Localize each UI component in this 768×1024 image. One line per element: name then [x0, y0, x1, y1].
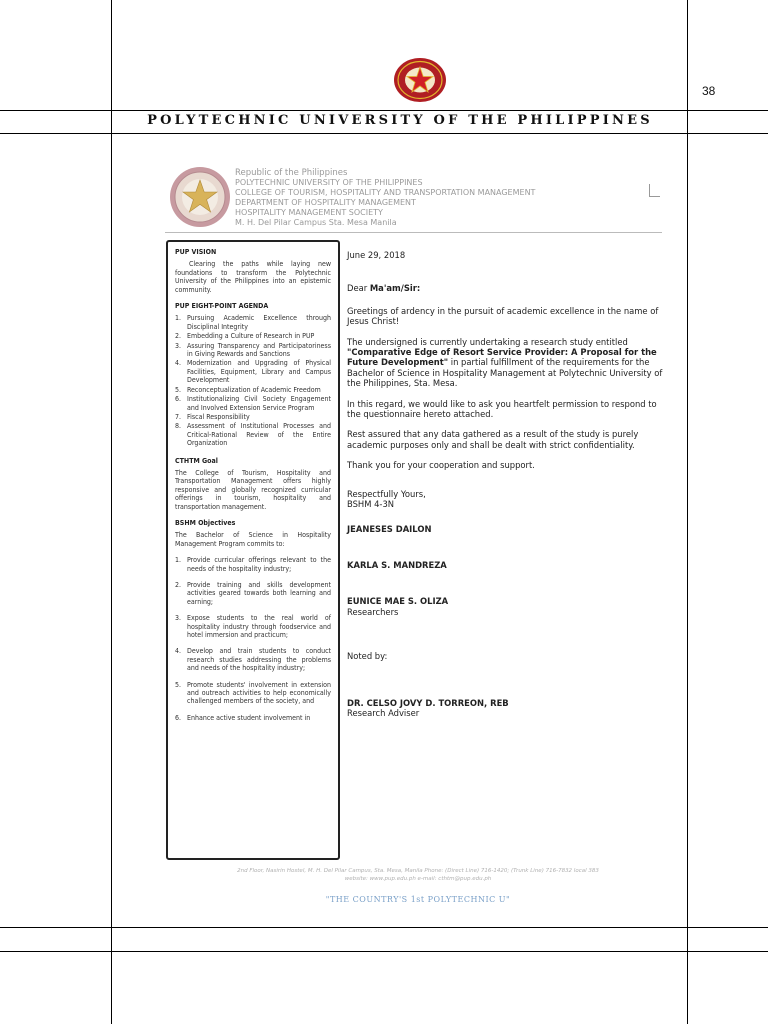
closing-line: Respectfully Yours,: [347, 488, 426, 499]
noted-by-label: Noted by:: [347, 651, 388, 662]
letter-body: [347, 250, 667, 718]
agenda-item: 7. Fiscal Responsibility: [175, 412, 250, 421]
footer-bottom-rule: [0, 951, 768, 952]
vision-heading: PUP VISION: [175, 248, 217, 256]
objectives-heading: BSHM Objectives: [175, 518, 236, 527]
greeting-paragraph: Greetings of ardency in the pursuit of academic excellence in the name of Jesus Christ!: [347, 305, 659, 327]
footer-address: 2nd Floor, Nasirin Hostel, M. H. Del Pilar Campus, Sta. Mesa, Manila Phone: (Direct Line) 716-1420; (Trunk Line) 716-7832 local 383: [237, 868, 599, 874]
permission-paragraph: In this regard, we would like to ask you heartfelt permission to respond to the questionnaire hereto attached.: [347, 398, 657, 420]
agenda-list: [175, 314, 331, 447]
goal-heading: CTHTM Goal: [175, 456, 218, 465]
right-margin-line: [687, 0, 688, 1024]
letterhead-line-1: Republic of the Philippines: [235, 168, 348, 178]
letterhead-line-5: HOSPITALITY MANAGEMENT SOCIETY: [235, 208, 383, 217]
section-line: BSHM 4-3N: [347, 499, 395, 510]
vision-text: Clearing the paths while laying new foundations to transform the Polytechnic University of the Philippines into an epistemic community.: [175, 260, 331, 294]
researcher-name-3: EUNICE MAE S. OLIZA: [347, 596, 449, 607]
agenda-heading: PUP EIGHT-POINT AGENDA: [175, 302, 269, 311]
letter-seal-icon: [169, 166, 231, 228]
footer-web: website: www.pup.edu.ph e-mail: cthtm@pup.edu.ph: [344, 876, 492, 882]
researcher-name-1: JEANESES DAILON: [347, 523, 432, 534]
letterhead-line-3: COLLEGE OF TOURISM, HOSPITALITY AND TRANSPORTATION MANAGEMENT: [235, 188, 536, 197]
agenda-item: 1. Pursuing Academic Excellence through Disciplinal Integrity: [175, 314, 331, 331]
adviser-title: Research Adviser: [347, 707, 420, 718]
objective-item: 4. Develop and train students to conduct research studies addressing the problems and needs of the hospitality industry;: [175, 647, 331, 673]
footer-tagline: "THE COUNTRY'S 1st POLYTECHNIC U": [325, 895, 511, 904]
letter-footer: [163, 867, 673, 883]
letterhead-divider: [165, 232, 662, 233]
objective-item: 1. Provide curricular offerings relevant to the needs of the hospitality industry;: [175, 556, 331, 573]
letter-date: June 29, 2018: [347, 250, 406, 260]
letterhead-line-4: DEPARTMENT OF HOSPITALITY MANAGEMENT: [235, 198, 416, 207]
letterhead-line-6: M. H. Del Pilar Campus Sta. Mesa Manila: [235, 218, 397, 227]
objective-item: 6. Enhance active student involvement in: [175, 713, 311, 722]
letterhead-line-2: POLYTECHNIC UNIVERSITY OF THE PHILIPPINES: [235, 178, 423, 187]
confidentiality-paragraph: Rest assured that any data gathered as a result of the study is purely academic purposes only and shall be dealt with strict confidentiality.: [347, 429, 639, 450]
objectives-list: [175, 556, 331, 722]
header-top-rule: [0, 110, 768, 111]
thanks-line: Thank you for your cooperation and support.: [347, 460, 535, 471]
header-bottom-rule: [0, 133, 768, 134]
corner-mark: [649, 184, 660, 197]
permission-letter: [163, 160, 673, 920]
agenda-item: 6. Institutionalizing Civil Society Engagement and Involved Extension Service Program: [175, 395, 331, 412]
objective-item: 3. Expose students to the real world of hospitality industry through foodservice and hotel immersion and practicum;: [175, 614, 331, 640]
page-title: POLYTECHNIC UNIVERSITY OF THE PHILIPPINES: [147, 113, 653, 128]
agenda-item: 8. Assessment of Institutional Processes and Critical-Rational Review of the Entire Organization: [175, 422, 331, 448]
agenda-item: 4. Modernization and Upgrading of Physical Facilities, Equipment, Library and Campus Development: [175, 359, 331, 385]
footer-top-rule: [0, 927, 768, 928]
objective-item: 2. Provide training and skills development activities geared towards both learning and earning;: [175, 581, 331, 606]
study-paragraph: The undersigned is currently undertaking a research study entitled "Comparative Edge of Resort Service Provider: A Proposal for the Future Development" in partial fulfillment of the requirements for the Bachelor of Science in Hospitality Management at Polytechnic University of the Philippines, Sta. Mesa.: [347, 336, 663, 389]
adviser-name: DR. CELSO JOVY D. TORREON, REB: [347, 697, 509, 708]
agenda-item: 2. Embedding a Culture of Research in PUP: [175, 332, 315, 341]
salutation: Dear Ma'am/Sir:: [347, 283, 421, 294]
goal-text: The College of Tourism, Hospitality and Transportation Management offers highly responsive and globally recognized curricular offerings in tourism, hospitality and transportation management.: [175, 468, 331, 511]
researcher-name-2: KARLA S. MANDREZA: [347, 559, 447, 570]
vision-sidebar: [166, 240, 340, 860]
page-number: 38: [702, 84, 716, 98]
researchers-label: Researchers: [347, 606, 399, 617]
objectives-intro: The Bachelor of Science in Hospitality Management Program commits to:: [175, 531, 331, 548]
agenda-item: 5. Reconceptualization of Academic Freedom: [175, 385, 321, 394]
objective-item: 5. Promote students' involvement in extension and outreach activities to help economically challenged members of the society, and: [175, 680, 331, 706]
university-seal-icon: [393, 57, 447, 103]
left-margin-line: [111, 0, 112, 1024]
agenda-item: 3. Assuring Transparency and Participatoriness in Giving Rewards and Sanctions: [175, 341, 331, 359]
